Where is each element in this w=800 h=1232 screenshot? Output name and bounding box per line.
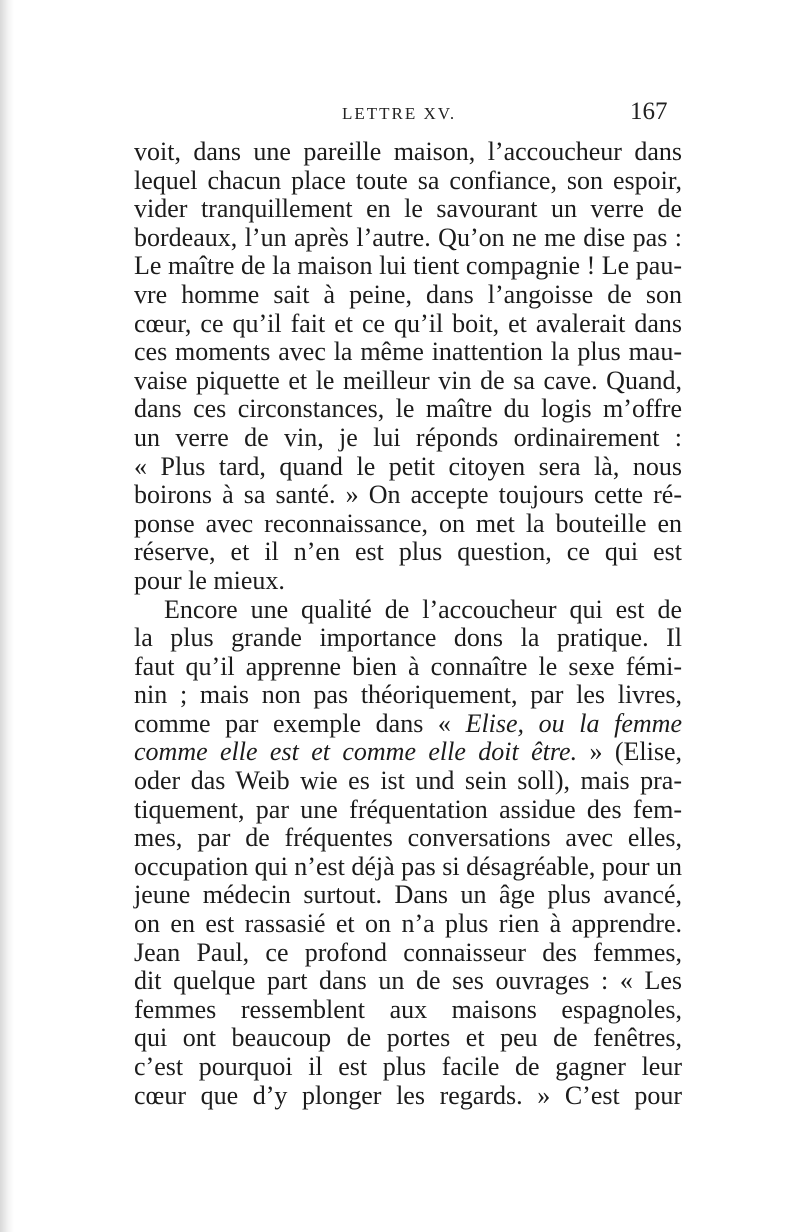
text-line: Le maître de la maison lui tient compagnie ! Le pau-: [134, 251, 682, 281]
running-title: LETTRE XV.: [342, 104, 457, 123]
page-number: 167: [630, 98, 668, 125]
running-head: [0, 98, 800, 132]
text-line: pour le mieux.: [134, 565, 285, 595]
text-line: tiquement, par une fréquentation assidue des fem-: [134, 794, 682, 824]
text-line: comme elle est et comme elle doit être. » (Elise,: [134, 737, 682, 767]
text-line: ponse avec reconnaissance, on met la bouteille en: [134, 508, 682, 538]
text-line: femmes ressemblent aux maisons espagnoles,: [134, 994, 682, 1024]
paragraph-1: [134, 138, 682, 596]
text-line: réserve, et il n’en est plus question, ce qui est: [134, 537, 682, 567]
paragraph-2: [134, 596, 682, 1111]
text-line: ces moments avec la même inattention la plus mau-: [134, 337, 682, 367]
text-line: jeune médecin surtout. Dans un âge plus avancé,: [134, 880, 682, 910]
text-line: mes, par de fréquentes conversations avec elles,: [134, 823, 682, 853]
text-line: vaise piquette et le meilleur vin de sa cave. Quand,: [134, 365, 682, 395]
text-line: cœur que d’y plonger les regards. » C’est pour: [134, 1080, 682, 1110]
text-line: dit quelque part dans un de ses ouvrages : « Les: [134, 966, 682, 996]
text-line: boirons à sa santé. » On accepte toujours cette ré-: [134, 480, 682, 510]
text-line: voit, dans une pareille maison, l’accoucheur dans: [134, 137, 682, 166]
italic-title: Elise, ou la femme: [465, 708, 682, 738]
text-line: c’est pourquoi il est plus facile de gagner leur: [134, 1052, 682, 1081]
text-line: bordeaux, l’un après l’autre. Qu’on ne me dise pas :: [134, 222, 682, 252]
text-line: nin ; mais non pas théoriquement, par les livres,: [134, 680, 682, 710]
text-line: vider tranquillement en le savourant un verre de: [134, 194, 682, 224]
text-line: Encore une qualité de l’accoucheur qui est de: [164, 594, 682, 624]
text-line: faut qu’il apprenne bien à connaître le sexe fémi-: [134, 651, 682, 681]
text-line: lequel chacun place toute sa confiance, son espoir,: [134, 165, 682, 195]
text-line: un verre de vin, je lui réponds ordinairement :: [134, 422, 682, 452]
text-line: qui ont beaucoup de portes et peu de fenêtres,: [134, 1023, 682, 1053]
text-line: occupation qui n’est déjà pas si désagréable, pour un: [134, 851, 682, 881]
text-line: la plus grande importance dons la pratique. Il: [134, 623, 682, 653]
text-line: « Plus tard, quand le petit citoyen sera là, nous: [134, 451, 682, 481]
body-text: [134, 138, 682, 1110]
italic-title: comme elle est et comme elle doit être.: [134, 737, 578, 767]
text-line: oder das Weib wie es ist und sein soll), mais pra-: [134, 766, 682, 796]
text-line: Jean Paul, ce profond connaisseur des femmes,: [134, 937, 682, 967]
text-line: on en est rassasié et on n’a plus rien à apprendre.: [134, 909, 682, 939]
text-line: vre homme sait à peine, dans l’angoisse de son: [134, 279, 682, 309]
text-line: cœur, ce qu’il fait et ce qu’il boit, et avalerait dans: [134, 308, 682, 338]
text-line: dans ces circonstances, le maître du logis m’offre: [134, 394, 682, 424]
page-edge-shadow: [0, 0, 14, 1232]
text-line: comme par exemple dans « Elise, ou la femme: [134, 708, 682, 738]
